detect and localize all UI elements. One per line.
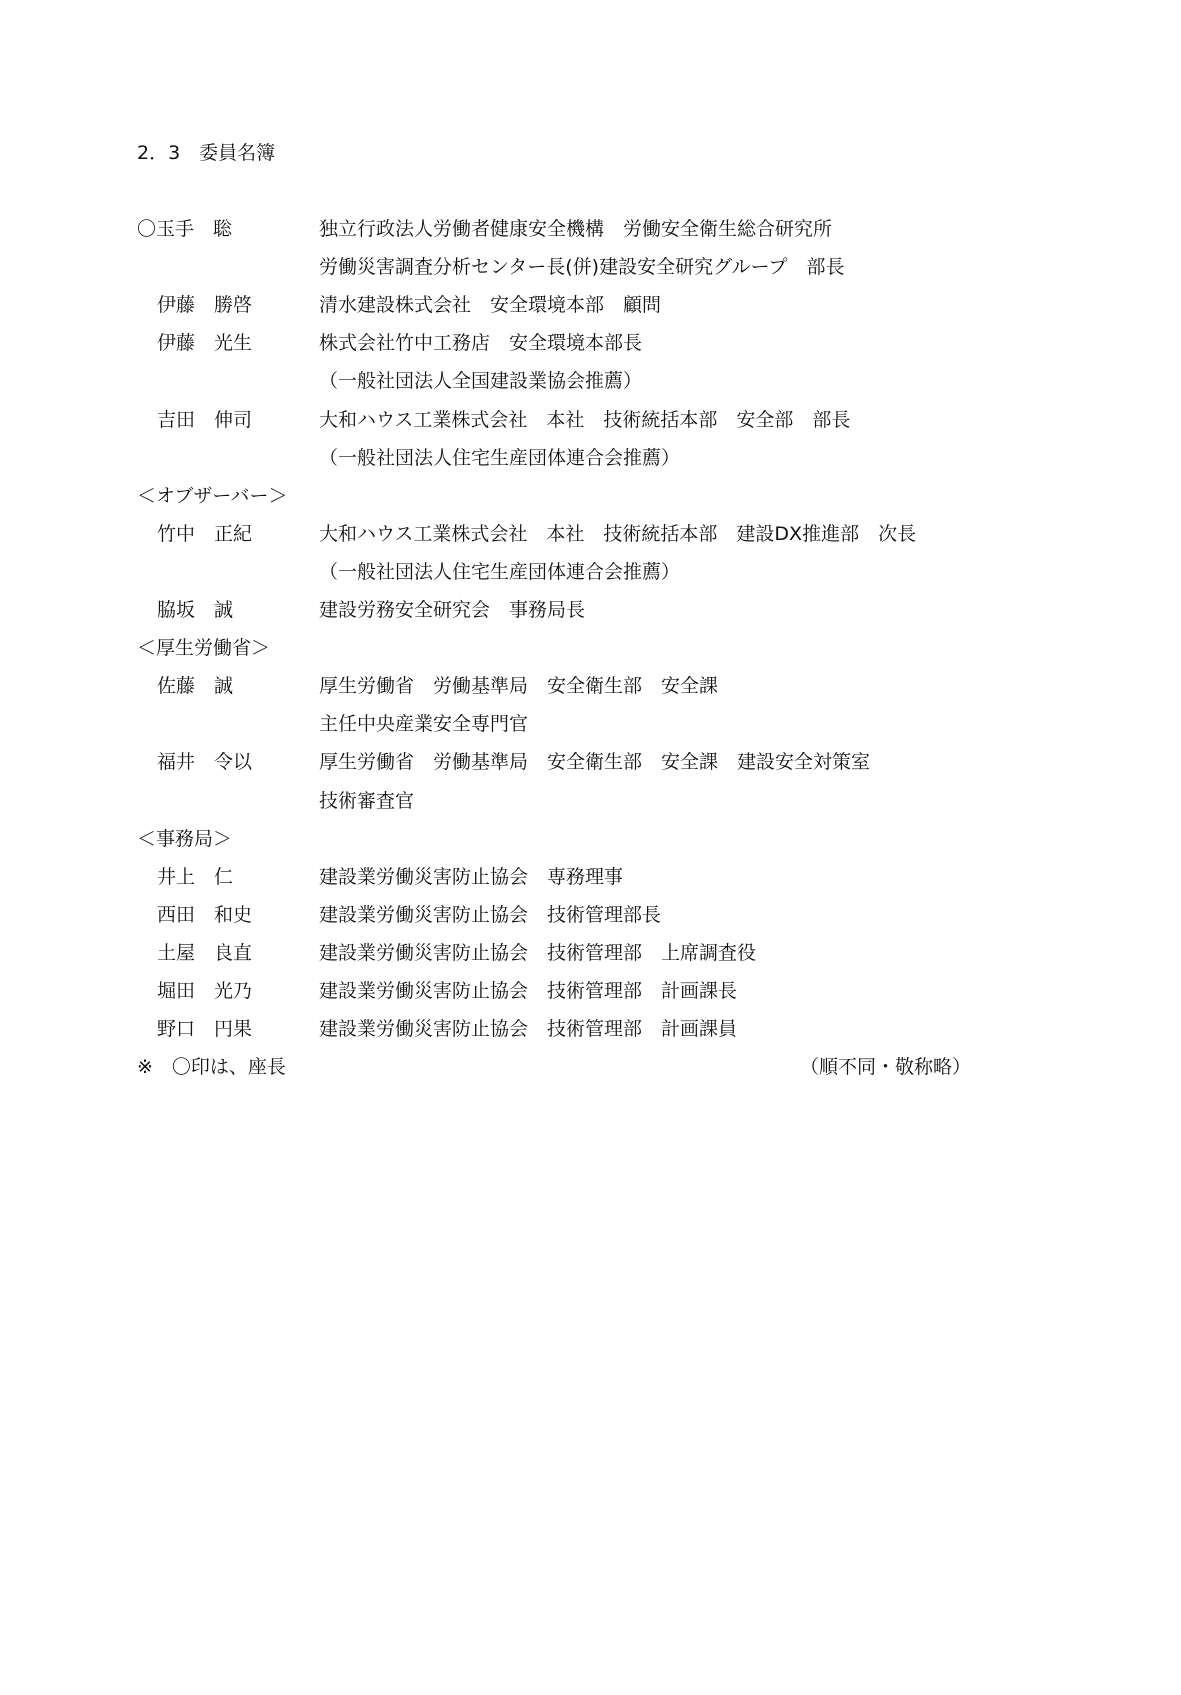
member-affiliation: 技術審査官 <box>319 790 415 812</box>
member-affiliation: 労働災害調査分析センター長(併)建設安全研究グループ 部長 <box>319 256 845 278</box>
member-affiliation: （一般社団法人住宅生産団体連合会推薦） <box>319 561 681 583</box>
member-affiliation: 建設業労働災害防止協会 技術管理部長 <box>319 904 662 926</box>
section-heading: 2．3 委員名簿 <box>137 142 276 164</box>
member-name: 伊藤 光生 <box>157 332 253 354</box>
member-name: 土屋 良直 <box>157 942 253 964</box>
member-affiliation: （一般社団法人全国建設業協会推薦） <box>319 370 643 392</box>
footnote-chair: ※ 〇印は、座長 <box>137 1056 286 1078</box>
member-name: 佐藤 誠 <box>157 675 234 697</box>
member-affiliation: （一般社団法人住宅生産団体連合会推薦） <box>319 447 681 469</box>
member-name: 〇玉手 聡 <box>137 218 233 240</box>
group-heading: ＜オブザーバー＞ <box>137 485 288 507</box>
member-affiliation: 清水建設株式会社 安全環境本部 顧問 <box>319 294 662 316</box>
member-affiliation: 建設業労働災害防止協会 技術管理部 計画課員 <box>319 1018 738 1040</box>
member-affiliation: 大和ハウス工業株式会社 本社 技術統括本部 安全部 部長 <box>319 409 851 431</box>
member-name: 福井 令以 <box>157 751 253 773</box>
member-affiliation: 厚生労働省 労働基準局 安全衛生部 安全課 <box>319 675 719 697</box>
member-affiliation: 建設業労働災害防止協会 技術管理部 計画課長 <box>319 980 738 1002</box>
group-heading: ＜厚生労働省＞ <box>137 637 271 659</box>
member-name: 伊藤 勝啓 <box>157 294 253 316</box>
member-affiliation: 厚生労働省 労働基準局 安全衛生部 安全課 建設安全対策室 <box>319 751 871 773</box>
member-name: 井上 仁 <box>157 866 234 888</box>
member-affiliation: 建設業労働災害防止協会 技術管理部 上席調査役 <box>319 942 757 964</box>
group-heading: ＜事務局＞ <box>137 828 233 850</box>
member-name: 西田 和史 <box>157 904 253 926</box>
footnote-order-note: （順不同・敬称略） <box>800 1056 972 1078</box>
member-affiliation: 建設業労働災害防止協会 専務理事 <box>319 866 624 888</box>
member-name: 吉田 伸司 <box>157 409 253 431</box>
member-name: 野口 円果 <box>157 1018 253 1040</box>
member-affiliation: 株式会社竹中工務店 安全環境本部長 <box>319 332 643 354</box>
member-name: 脇坂 誠 <box>157 599 234 621</box>
member-affiliation: 建設労務安全研究会 事務局長 <box>319 599 586 621</box>
member-name: 堀田 光乃 <box>157 980 253 1002</box>
member-name: 竹中 正紀 <box>157 523 253 545</box>
member-affiliation: 主任中央産業安全専門官 <box>319 713 529 735</box>
member-affiliation: 大和ハウス工業株式会社 本社 技術統括本部 建設DX推進部 次長 <box>319 523 917 545</box>
member-affiliation: 独立行政法人労働者健康安全機構 労働安全衛生総合研究所 <box>319 218 833 240</box>
